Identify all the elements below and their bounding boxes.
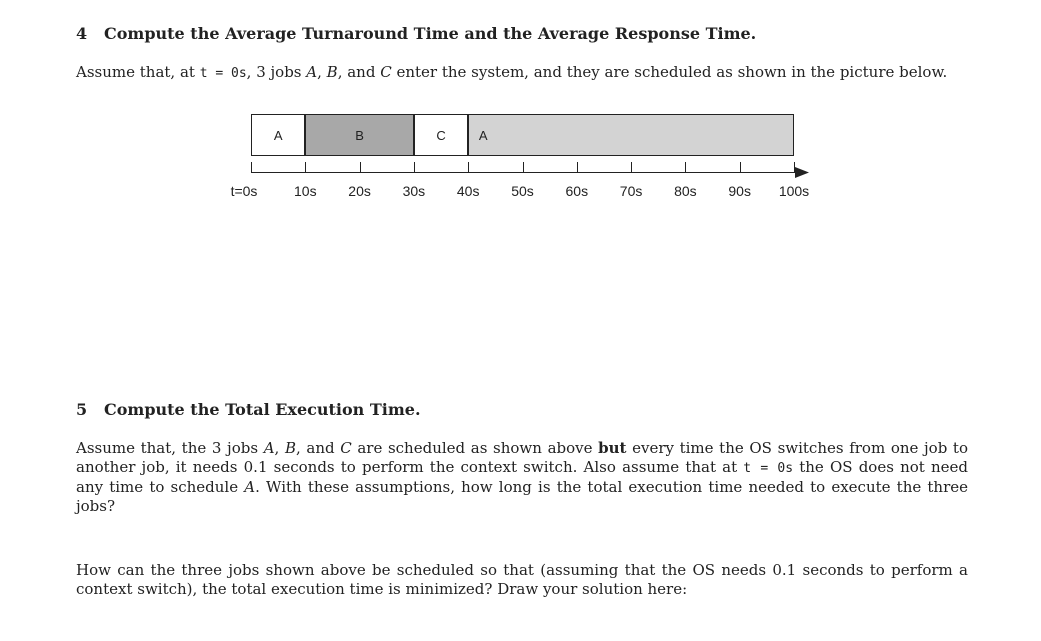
timeline-tick-label: 70s <box>619 183 643 199</box>
timeline-tick <box>360 162 361 172</box>
question-5-followup-text: How can the three jobs shown above be scheduled so that (assuming that the OS needs 0.1 seconds to perform a context switch), the total execution time is minimized? Draw your solution here: <box>76 561 968 598</box>
q5-bold-but: but <box>598 439 627 457</box>
question-4-title: Compute the Average Turnaround Time and the Average Response Time. <box>104 24 757 43</box>
q4-text-part: enter the system, and they are scheduled as shown in the picture below. <box>391 63 948 81</box>
question-5-title: Compute the Total Execution Time. <box>104 400 421 419</box>
timeline-tick <box>523 162 524 172</box>
q4-job-b: B <box>326 63 338 81</box>
q5-text-part: every time the OS switches from one job to another job, it needs 0.1 seconds to perform the context switch. Also assume that at <box>76 439 968 476</box>
question-5-number: 5 <box>76 400 88 419</box>
q4-text-part: , <box>317 63 327 81</box>
q5-text-part: are scheduled as shown above <box>351 439 599 457</box>
q4-text-part: , and <box>337 63 381 81</box>
q4-time-code: t = 0s <box>199 66 247 81</box>
timeline-tick <box>305 162 306 172</box>
timeline-tick-label: 30s <box>402 183 426 199</box>
timeline-tick-label: 50s <box>511 183 534 199</box>
timeline-tick <box>685 162 686 172</box>
q4-text-part: , 3 jobs <box>246 63 307 81</box>
timeline-tick <box>631 162 632 172</box>
timeline-axis <box>251 172 799 173</box>
q5-text-part: , <box>274 439 285 457</box>
q5-job-c: C <box>340 439 352 457</box>
timeline-tick-label: t=0s <box>230 183 258 199</box>
q5-text-part: , and <box>295 439 341 457</box>
question-4-text <box>76 63 976 83</box>
timeline-tick <box>468 162 469 172</box>
job-block-label: A <box>478 128 488 143</box>
q5-text-part: the OS does not need any time to schedule <box>76 458 968 496</box>
timeline-tick <box>794 162 795 172</box>
timeline-tick <box>577 162 578 172</box>
q4-job-a: A <box>306 63 318 81</box>
timeline-tick <box>414 162 415 172</box>
timeline-tick-label: 80s <box>674 183 697 199</box>
question-5-text <box>76 439 968 516</box>
question-4-number: 4 <box>76 24 88 43</box>
question-5-heading <box>76 400 421 419</box>
q4-job-c: C <box>380 63 392 81</box>
question-4-heading <box>76 24 756 43</box>
timeline-tick-label: 100s <box>778 183 810 199</box>
q4-text-part: Assume that, at <box>76 63 200 81</box>
timeline-tick-label: 40s <box>456 183 480 199</box>
q5-text-part: . With these assumptions, how long is the total execution time needed to execute the three jobs? <box>76 478 968 515</box>
timeline-tick-label: 10s <box>294 183 317 199</box>
q5-job-a: A <box>244 478 256 496</box>
q5-job-a: A <box>263 439 275 457</box>
timeline-tick-label: 20s <box>348 183 371 199</box>
timeline-tick <box>740 162 741 172</box>
q5-time-code: t = 0s <box>743 461 794 476</box>
timeline-tick-label: 60s <box>565 183 589 199</box>
job-block-label: B <box>355 128 364 143</box>
timeline-tick <box>251 162 252 172</box>
timeline-arrow-icon <box>795 167 809 178</box>
job-block-a-3 <box>468 114 794 156</box>
job-block-label: C <box>436 128 446 143</box>
timeline-tick-label: 90s <box>728 183 751 199</box>
q5-job-b: B <box>284 439 296 457</box>
q5-text-part: Assume that, the 3 jobs <box>76 439 264 457</box>
job-block-label: A <box>273 128 283 143</box>
